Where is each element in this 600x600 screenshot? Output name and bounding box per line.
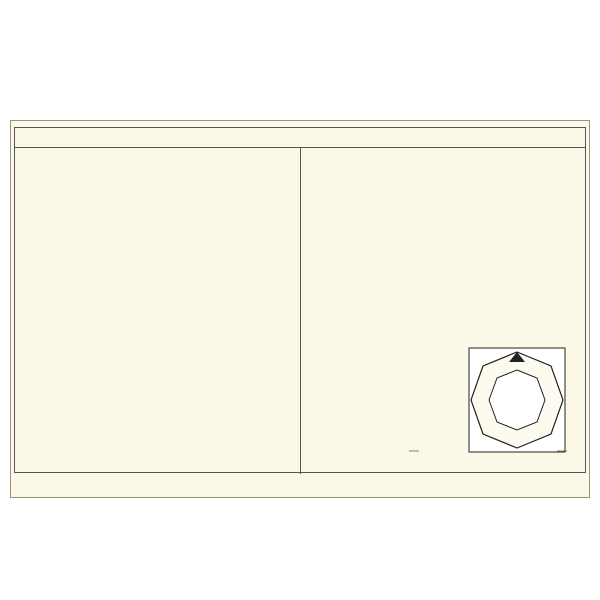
fortune-grid xyxy=(14,127,586,473)
fortune-legend xyxy=(395,446,581,472)
direction-title xyxy=(311,322,581,340)
direction-compass xyxy=(451,340,583,460)
fortune-header xyxy=(15,128,585,148)
compass-inner-octagon xyxy=(489,370,545,430)
page-title xyxy=(175,128,415,148)
column-divider xyxy=(300,148,301,474)
